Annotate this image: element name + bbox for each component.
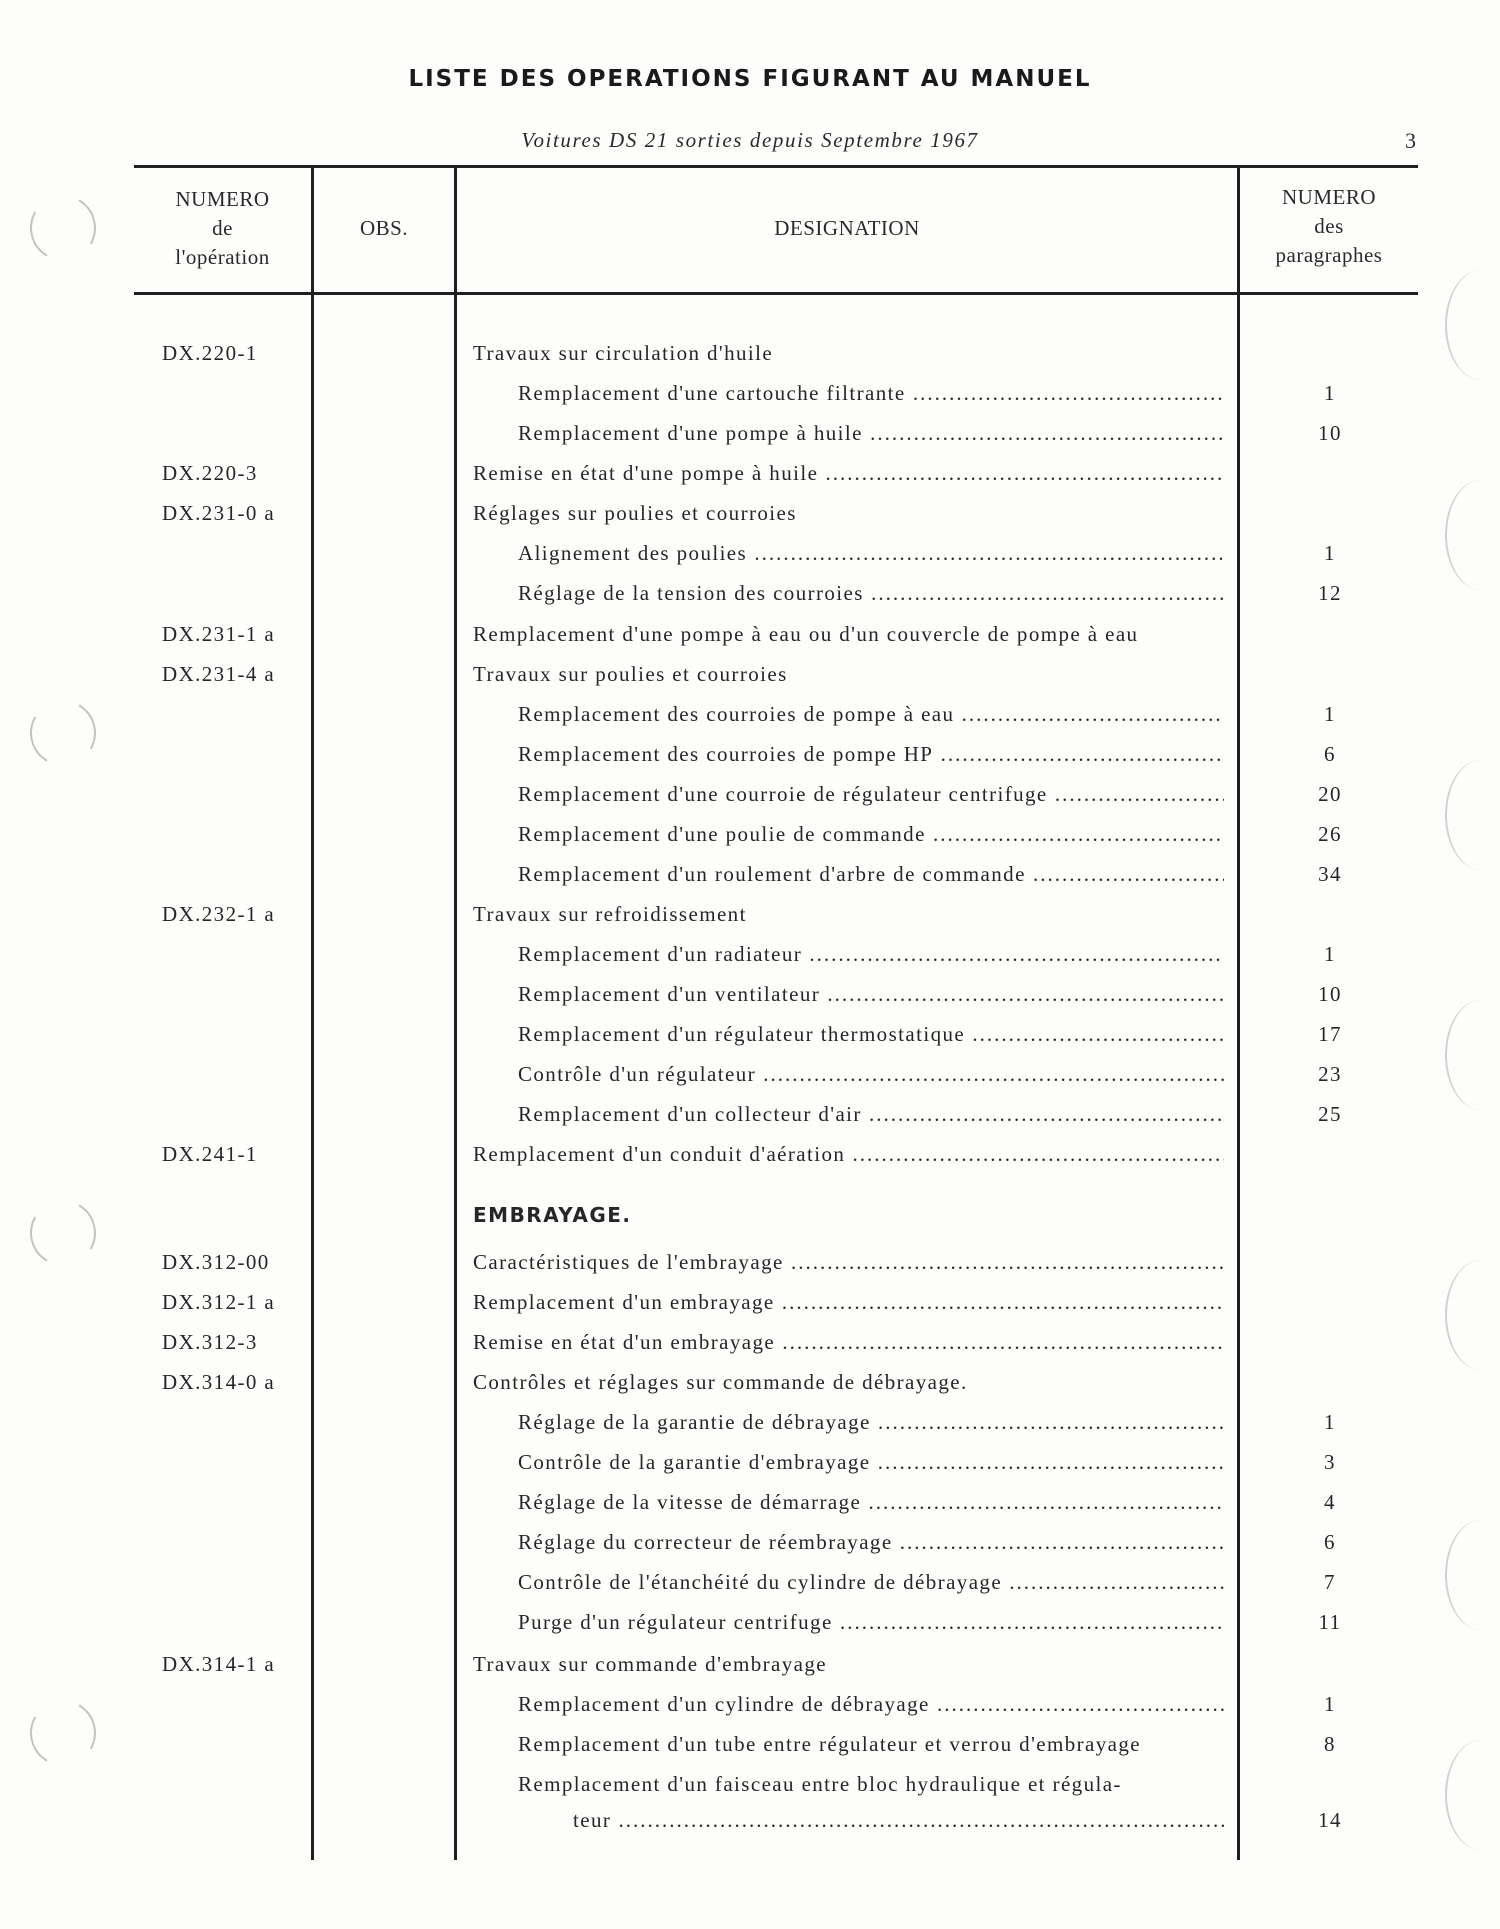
designation: Contrôle de l'étanchéité du cylindre de débrayage ..... (518, 1570, 1224, 1595)
paragraph-number: 6 (1324, 742, 1336, 766)
header-numero-operation-line3: l'opération (175, 245, 270, 269)
paragraph-number: 8 (1324, 1732, 1336, 1756)
designation: Contrôle de la garantie d'embrayage ..... (518, 1450, 1224, 1475)
paragraph-number: 10 (1318, 982, 1342, 1006)
operation-number: DX.314-0 a (162, 1370, 276, 1394)
table-row (0, 421, 1500, 461)
designation: teur ..... (573, 1808, 1224, 1833)
table-row (0, 1772, 1500, 1812)
operation-number: DX.220-1 (162, 341, 258, 365)
designation: Remplacement d'un radiateur ..... (518, 942, 1224, 967)
designation: Remplacement d'une pompe à eau ou d'un couvercle de pompe à eau (473, 622, 1139, 646)
paragraph-number: 10 (1318, 421, 1342, 445)
header-numero-operation (134, 185, 311, 272)
table-row (0, 1250, 1500, 1290)
designation: Remplacement d'une courroie de régulateur centrifuge ..... (518, 782, 1224, 807)
paragraph-number: 17 (1318, 1022, 1342, 1046)
table-row (0, 862, 1500, 902)
table-row (0, 341, 1500, 381)
paragraph-number: 1 (1324, 702, 1336, 726)
designation: Contrôles et réglages sur commande de débrayage. (473, 1370, 968, 1394)
designation: Caractéristiques de l'embrayage ..... (473, 1250, 1224, 1275)
table-row (0, 501, 1500, 541)
table-row (0, 902, 1500, 942)
table-row (0, 1062, 1500, 1102)
table-row (0, 1022, 1500, 1062)
paragraph-number: 1 (1324, 942, 1336, 966)
header-designation: DESIGNATION (774, 216, 920, 240)
designation: Remplacement d'un roulement d'arbre de commande ..... (518, 862, 1224, 887)
operation-number: DX.312-1 a (162, 1290, 276, 1314)
page-number: 3 (1405, 128, 1416, 153)
designation: Réglages sur poulies et courroies (473, 501, 797, 525)
table-row (0, 742, 1500, 782)
paragraph-number: 23 (1318, 1062, 1342, 1086)
table-row (0, 1330, 1500, 1370)
operation-number: DX.220-3 (162, 461, 258, 485)
table-row (0, 541, 1500, 581)
table-row (0, 1652, 1500, 1692)
binder-hole-mark (23, 188, 104, 269)
table-row (0, 461, 1500, 501)
designation: Remplacement d'un faisceau entre bloc hydraulique et régula- (518, 1772, 1122, 1796)
designation: Travaux sur poulies et courroies (473, 662, 788, 686)
designation: Réglage de la vitesse de démarrage ..... (518, 1490, 1224, 1515)
operation-number: DX.314-1 a (162, 1652, 276, 1676)
operation-number: DX.231-4 a (162, 662, 276, 686)
paragraph-number: 7 (1324, 1570, 1336, 1594)
paragraph-number: 1 (1324, 1410, 1336, 1434)
designation: Remplacement des courroies de pompe HP ..... (518, 742, 1224, 767)
table-top-rule (134, 165, 1418, 168)
paragraph-number: 25 (1318, 1102, 1342, 1126)
table-row (0, 822, 1500, 862)
paragraph-number: 1 (1324, 1692, 1336, 1716)
table-row (0, 581, 1500, 621)
table-row (0, 1570, 1500, 1610)
designation: Remplacement d'une pompe à huile ..... (518, 421, 1224, 446)
designation: Contrôle d'un régulateur ..... (518, 1062, 1224, 1087)
table-row (0, 662, 1500, 702)
table-row (0, 982, 1500, 1022)
table-row (0, 1102, 1500, 1142)
designation: Remplacement d'une cartouche filtrante ..... (518, 381, 1224, 406)
table-row (0, 1142, 1500, 1182)
paragraph-number: 11 (1318, 1610, 1342, 1634)
paragraph-number: 26 (1318, 822, 1342, 846)
designation: Remplacement d'un embrayage ..... (473, 1290, 1224, 1315)
page-title: LISTE DES OPERATIONS FIGURANT AU MANUEL (408, 66, 1092, 92)
header-obs: OBS. (359, 216, 409, 240)
section-heading: EMBRAYAGE. (473, 1203, 632, 1227)
table-row (0, 622, 1500, 662)
designation: Travaux sur commande d'embrayage (473, 1652, 827, 1676)
operation-number: DX.312-00 (162, 1250, 270, 1274)
header-numero-paragraphes-line2: des (1314, 214, 1344, 238)
table-row (0, 1370, 1500, 1410)
table-row (0, 782, 1500, 822)
header-numero-paragraphes-line3: paragraphes (1275, 243, 1383, 267)
page-subtitle: Voitures DS 21 sorties depuis Septembre 1967 (521, 128, 979, 152)
table-row (0, 1290, 1500, 1330)
operation-number: DX.231-0 a (162, 501, 276, 525)
operation-number: DX.232-1 a (162, 902, 276, 926)
table-row (0, 1530, 1500, 1570)
paragraph-number: 34 (1318, 862, 1342, 886)
designation: Travaux sur circulation d'huile (473, 341, 774, 365)
table-row (0, 1490, 1500, 1530)
table-row (0, 1808, 1500, 1848)
designation: Remplacement d'un régulateur thermostatique ..... (518, 1022, 1224, 1047)
table-row (0, 1450, 1500, 1490)
designation: Remplacement d'un conduit d'aération ..... (473, 1142, 1224, 1167)
designation: Remplacement d'un collecteur d'air ..... (518, 1102, 1224, 1127)
designation: Remplacement d'une poulie de commande ..... (518, 822, 1224, 847)
header-numero-paragraphes (1240, 183, 1418, 270)
table-row (0, 702, 1500, 742)
designation: Remplacement d'un ventilateur ..... (518, 982, 1224, 1007)
operation-number: DX.312-3 (162, 1330, 258, 1354)
designation: Remplacement d'un cylindre de débrayage ..... (518, 1692, 1224, 1717)
designation: Remplacement d'un tube entre régulateur et verrou d'embrayage (518, 1732, 1141, 1756)
paragraph-number: 3 (1324, 1450, 1336, 1474)
table-row (0, 942, 1500, 982)
designation: Remise en état d'une pompe à huile ..... (473, 461, 1224, 486)
designation: Remplacement des courroies de pompe à eau ..... (518, 702, 1224, 727)
paragraph-number: 20 (1318, 782, 1342, 806)
header-numero-paragraphes-line1: NUMERO (1281, 185, 1376, 209)
designation: Réglage du correcteur de réembrayage ..... (518, 1530, 1224, 1555)
table-header-rule (134, 292, 1418, 295)
operation-number: DX.231-1 a (162, 622, 276, 646)
paragraph-number: 6 (1324, 1530, 1336, 1554)
section-heading-row (0, 1203, 1500, 1243)
designation: Remise en état d'un embrayage ..... (473, 1330, 1224, 1355)
header-numero-operation-line1: NUMERO (175, 187, 270, 211)
paragraph-number: 1 (1324, 541, 1336, 565)
table-row (0, 1610, 1500, 1650)
table-row (0, 1732, 1500, 1772)
designation: Purge d'un régulateur centrifuge ..... (518, 1610, 1224, 1635)
paragraph-number: 12 (1318, 581, 1342, 605)
operation-number: DX.241-1 (162, 1142, 258, 1166)
designation: Réglage de la tension des courroies ..... (518, 581, 1224, 606)
designation: Travaux sur refroidissement (473, 902, 747, 926)
table-row (0, 1692, 1500, 1732)
paragraph-number: 4 (1324, 1490, 1336, 1514)
designation: Réglage de la garantie de débrayage ..... (518, 1410, 1224, 1435)
header-numero-operation-line2: de (212, 216, 233, 240)
paragraph-number: 14 (1318, 1808, 1342, 1832)
paragraph-number: 1 (1324, 381, 1336, 405)
table-row (0, 1410, 1500, 1450)
table-row (0, 381, 1500, 421)
designation: Alignement des poulies ..... (518, 541, 1224, 566)
